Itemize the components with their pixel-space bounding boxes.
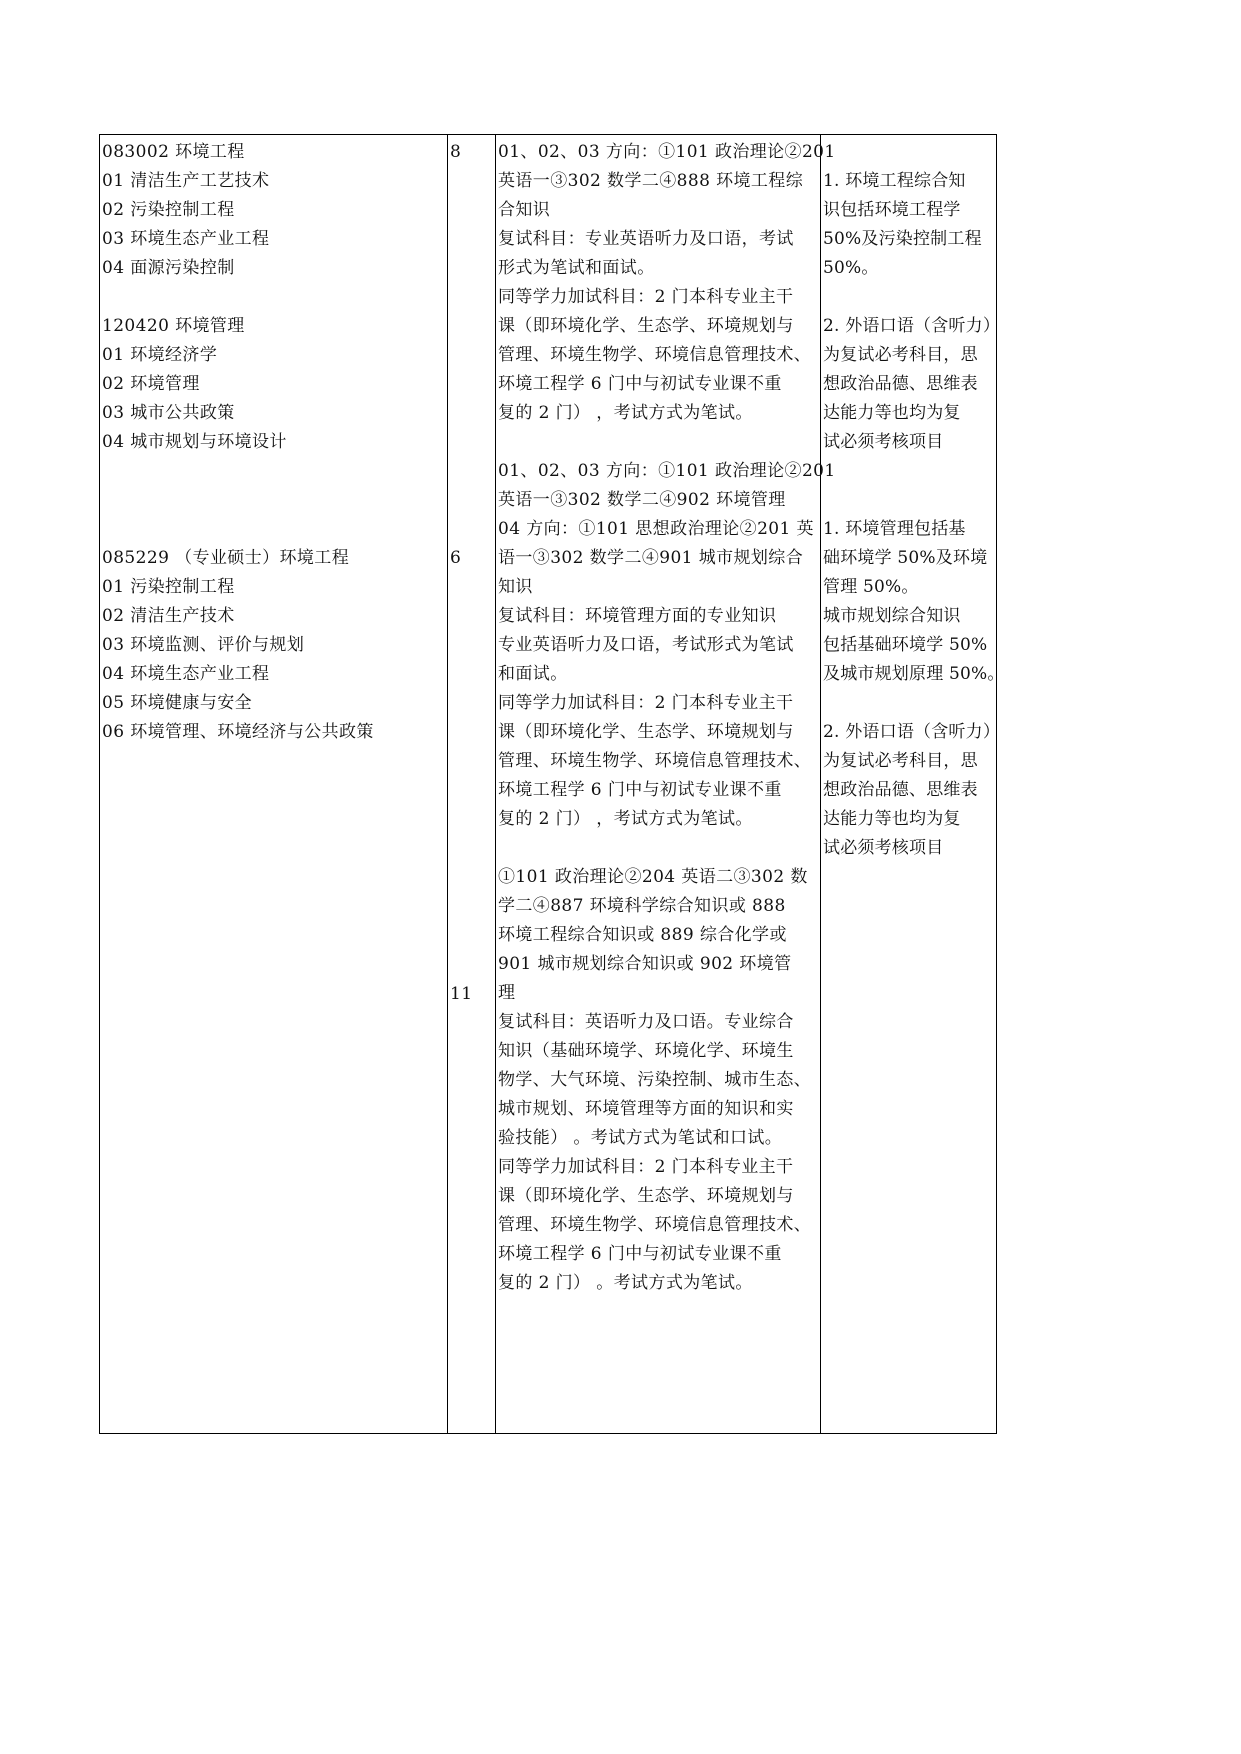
program-code-line: 085229 （专业硕士）环境工程	[102, 548, 350, 568]
exam-line: 专业英语听力及口语，考试形式为笔试	[498, 635, 794, 655]
program-direction-line: 05 环境健康与安全	[102, 693, 253, 713]
exam-line: 复的 2 门） 。考试方式为笔试。	[498, 1273, 753, 1293]
exam-line: 环境工程综合知识或 889 综合化学或	[498, 925, 787, 945]
exam-line: 课（即环境化学、生态学、环境规划与	[498, 1186, 794, 1206]
remark-line: 包括基础环境学 50%	[823, 635, 988, 655]
exam-line: 物学、大气环境、污染控制、城市生态、	[498, 1070, 812, 1090]
exam-line: 英语一③302 数学二④888 环境工程综	[498, 171, 804, 191]
quota-value: 6	[450, 548, 462, 568]
exam-line: 合知识	[498, 200, 551, 220]
program-code-line: 083002 环境工程	[102, 142, 245, 162]
exam-line: 复试科目：环境管理方面的专业知识	[498, 606, 777, 626]
exam-line: ①101 政治理论②204 英语二③302 数	[498, 867, 808, 887]
exam-line: 英语一③302 数学二④902 环境管理	[498, 490, 786, 510]
exam-line: 同等学力加试科目：2 门本科专业主干	[498, 1157, 794, 1177]
remark-line: 达能力等也均为复	[823, 809, 961, 829]
quota-column	[448, 135, 496, 1433]
exam-line: 和面试。	[498, 664, 568, 684]
remark-line: 为复试必考科目，思	[823, 345, 978, 365]
program-direction-line: 03 环境监测、评价与规划	[102, 635, 305, 655]
program-direction-line: 04 城市规划与环境设计	[102, 432, 287, 452]
program-direction-line: 02 环境管理	[102, 374, 200, 394]
exam-subjects-column	[496, 135, 836, 1433]
exam-line: 课（即环境化学、生态学、环境规划与	[498, 722, 794, 742]
exam-line: 管理、环境生物学、环境信息管理技术、	[498, 1215, 812, 1235]
exam-line: 环境工程学 6 门中与初试专业课不重	[498, 780, 782, 800]
exam-line: 理	[498, 983, 516, 1003]
remark-line: 管理 50%。	[823, 577, 919, 597]
exam-line: 901 城市规划综合知识或 902 环境管	[498, 954, 792, 974]
program-direction-line: 04 面源污染控制	[102, 258, 235, 278]
exam-line: 学二④887 环境科学综合知识或 888	[498, 896, 786, 916]
exam-line: 复试科目：专业英语听力及口语，考试	[498, 229, 794, 249]
exam-line: 同等学力加试科目：2 门本科专业主干	[498, 287, 794, 307]
exam-line: 复的 2 门） ，考试方式为笔试。	[498, 809, 753, 829]
program-direction-line: 02 清洁生产技术	[102, 606, 235, 626]
program-direction-line: 03 城市公共政策	[102, 403, 235, 423]
exam-line: 城市规划、环境管理等方面的知识和实	[498, 1099, 794, 1119]
exam-line: 环境工程学 6 门中与初试专业课不重	[498, 374, 782, 394]
remark-line: 试必须考核项目	[823, 432, 944, 452]
remark-line: 及城市规划原理 50%。	[823, 664, 1005, 684]
program-direction-line: 01 污染控制工程	[102, 577, 235, 597]
exam-line: 知识（基础环境学、环境化学、环境生	[498, 1041, 794, 1061]
program-direction-line: 01 清洁生产工艺技术	[102, 171, 270, 191]
program-direction-line: 02 污染控制工程	[102, 200, 235, 220]
exam-line: 管理、环境生物学、环境信息管理技术、	[498, 345, 812, 365]
exam-line: 01、02、03 方向：①101 政治理论②201	[498, 142, 836, 162]
program-code-line: 120420 环境管理	[102, 316, 245, 336]
remark-line: 2. 外语口语（含听力）	[823, 722, 1001, 742]
remark-line: 达能力等也均为复	[823, 403, 961, 423]
exam-line: 形式为笔试和面试。	[498, 258, 655, 278]
exam-line: 课（即环境化学、生态学、环境规划与	[498, 316, 794, 336]
remark-line: 想政治品德、思维表	[823, 374, 978, 394]
remark-line: 础环境学 50%及环境	[823, 548, 988, 568]
exam-line: 复试科目：英语听力及口语。专业综合	[498, 1012, 794, 1032]
remark-line: 50%。	[823, 258, 879, 278]
exam-line: 01、02、03 方向：①101 政治理论②201	[498, 461, 836, 481]
program-direction-line: 03 环境生态产业工程	[102, 229, 270, 249]
exam-line: 管理、环境生物学、环境信息管理技术、	[498, 751, 812, 771]
remark-line: 城市规划综合知识	[823, 606, 961, 626]
quota-value: 8	[450, 142, 462, 162]
exam-line: 复的 2 门） ，考试方式为笔试。	[498, 403, 753, 423]
program-column	[100, 135, 448, 1433]
remark-line: 识包括环境工程学	[823, 200, 961, 220]
remarks-column	[821, 135, 1005, 1433]
remark-line: 1. 环境管理包括基	[823, 519, 966, 539]
exam-line: 同等学力加试科目：2 门本科专业主干	[498, 693, 794, 713]
exam-line: 04 方向：①101 思想政治理论②201 英	[498, 519, 814, 539]
exam-line: 环境工程学 6 门中与初试专业课不重	[498, 1244, 782, 1264]
quota-value: 11	[450, 984, 473, 1004]
remark-line: 2. 外语口语（含听力）	[823, 316, 1001, 336]
exam-line: 知识	[498, 577, 533, 597]
remark-line: 为复试必考科目，思	[823, 751, 978, 771]
exam-line: 验技能） 。考试方式为笔试和口试。	[498, 1128, 783, 1148]
remark-line: 想政治品德、思维表	[823, 780, 978, 800]
program-direction-line: 04 环境生态产业工程	[102, 664, 270, 684]
program-direction-line: 01 环境经济学	[102, 345, 218, 365]
remark-line: 试必须考核项目	[823, 838, 944, 858]
remark-line: 1. 环境工程综合知	[823, 171, 966, 191]
remark-line: 50%及污染控制工程	[823, 229, 982, 249]
exam-line: 语一③302 数学二④901 城市规划综合	[498, 548, 804, 568]
admission-table	[99, 134, 1005, 1434]
program-direction-line: 06 环境管理、环境经济与公共政策	[102, 722, 374, 742]
